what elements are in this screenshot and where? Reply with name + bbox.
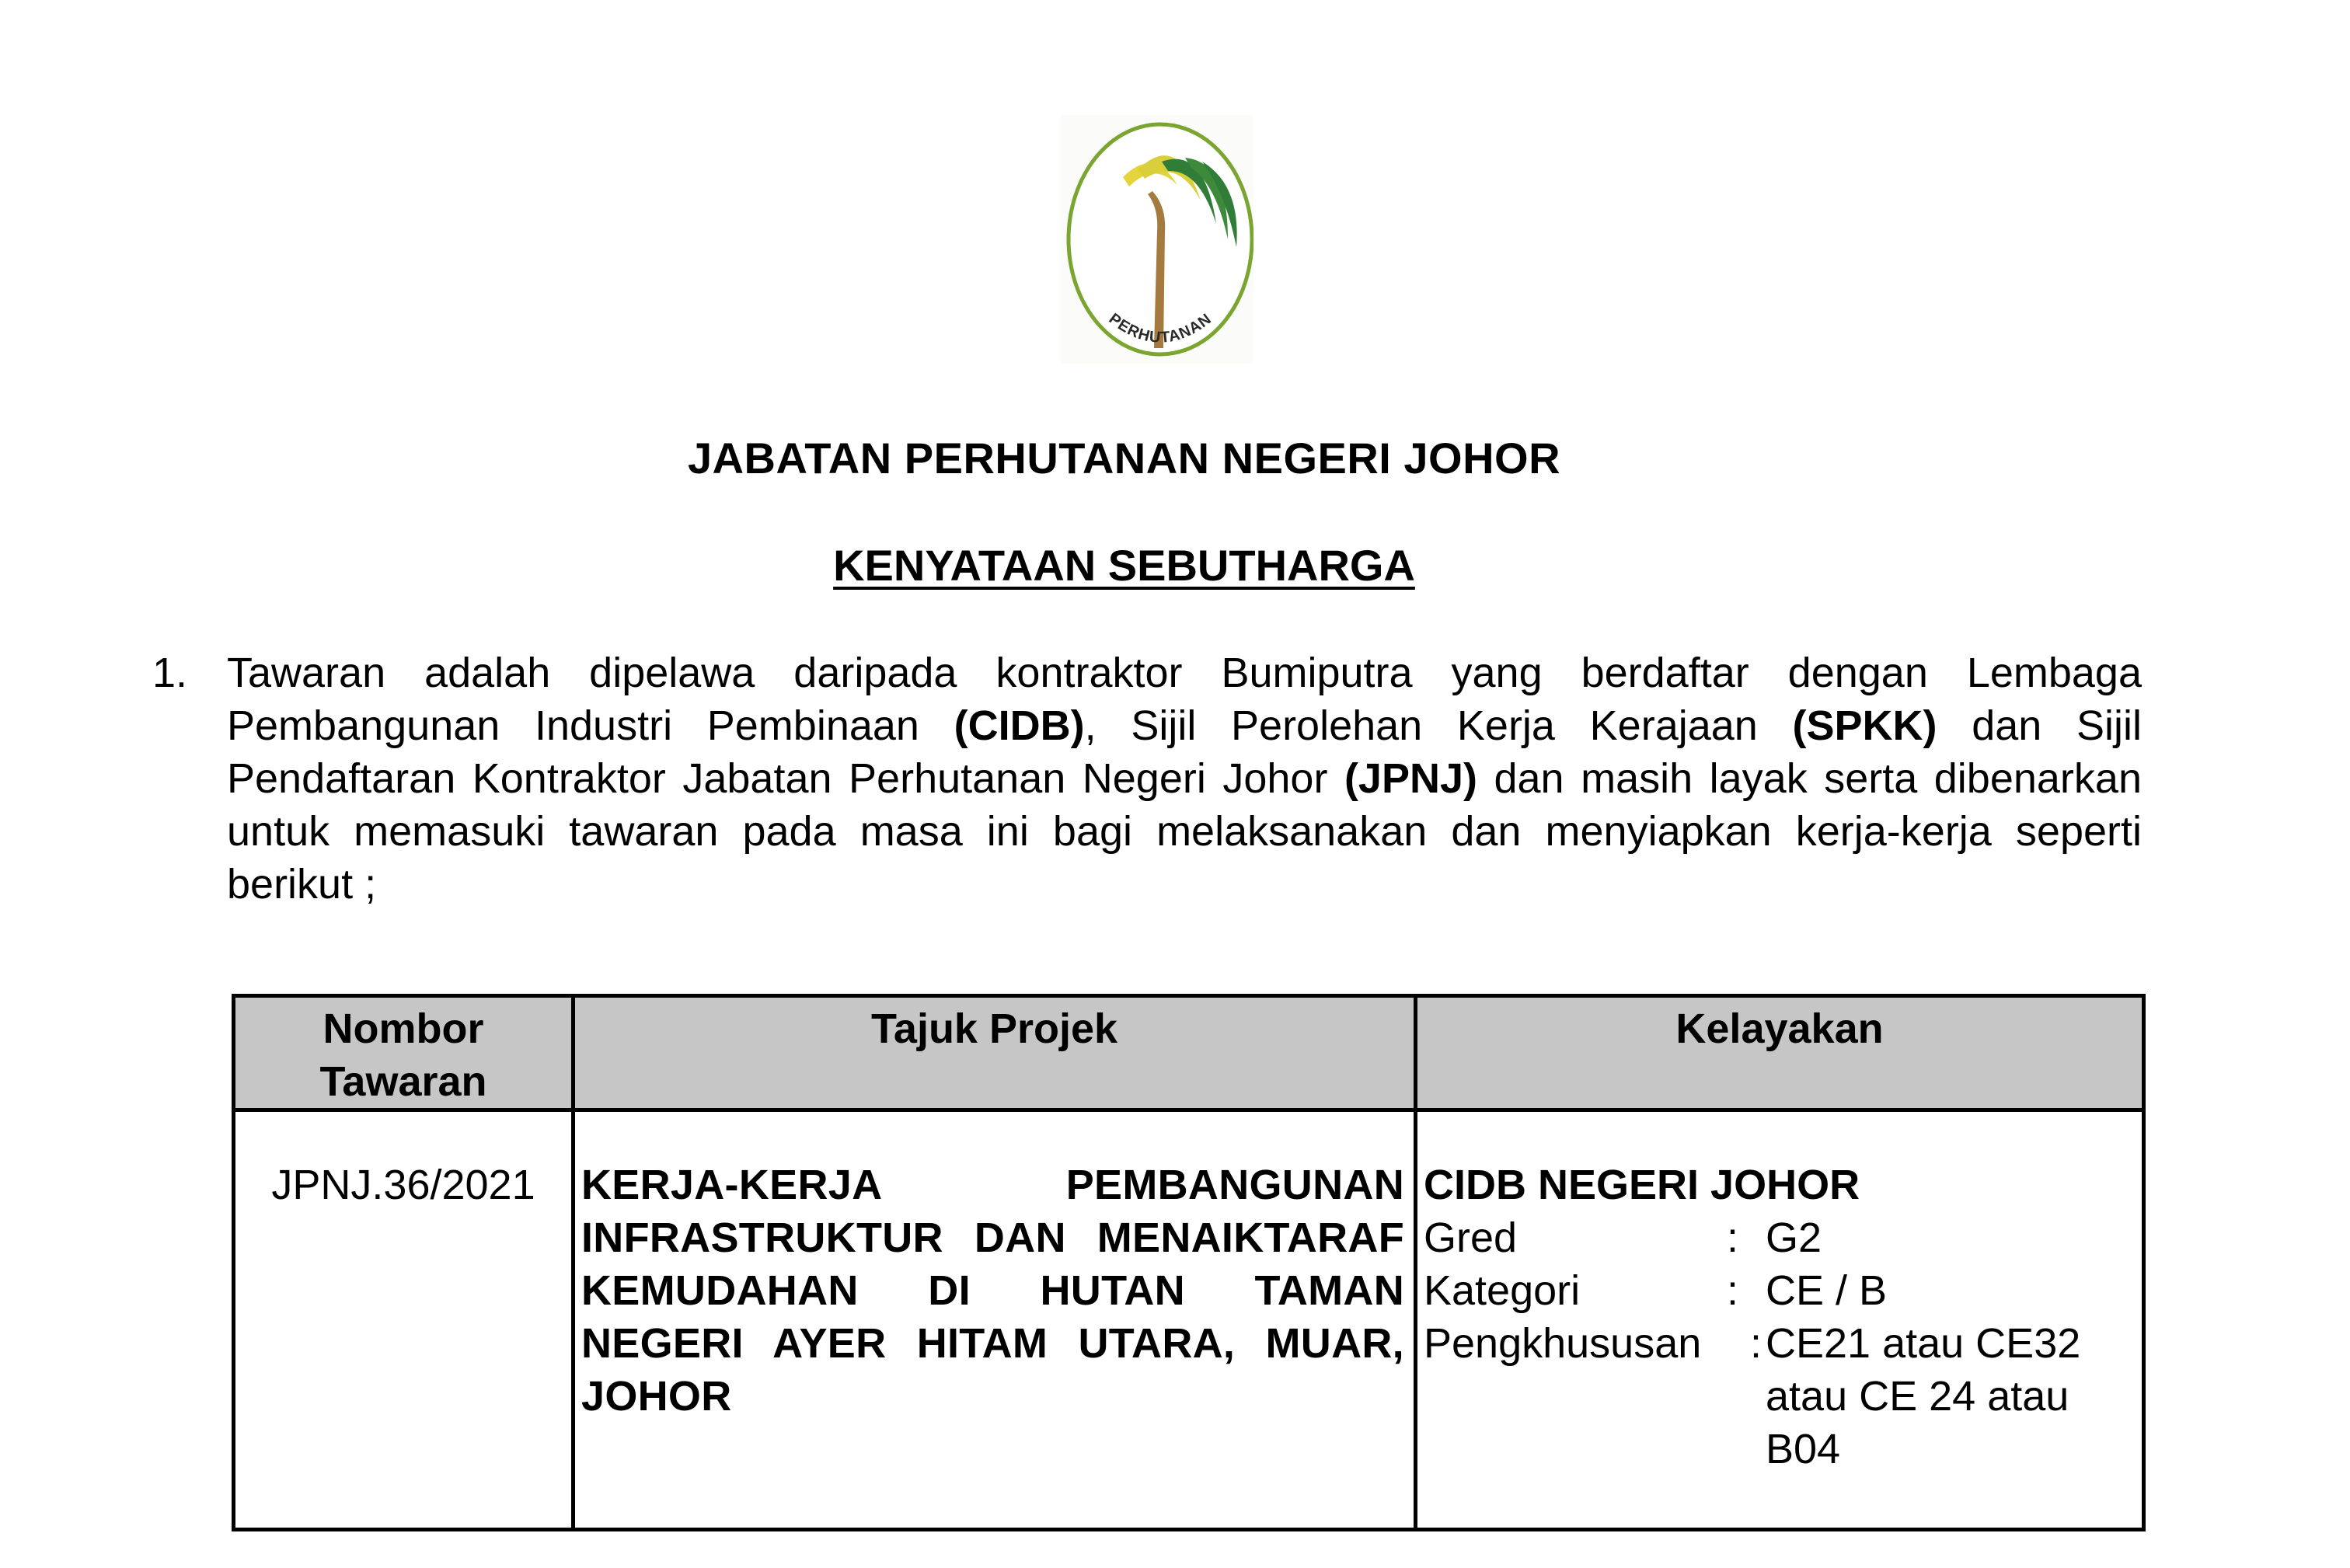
eligibility-grade — [1424, 1211, 2134, 1264]
table-header-row — [234, 996, 2144, 1110]
header-project-title: Tajuk Projek — [574, 996, 1416, 1110]
paragraph-segment: dan masih layak serta dibenarkan untuk memasuki tawaran pada masa ini bagi melaksanakan dan menyiapkan kerja-kerja seperti berikut ; — [227, 755, 2142, 908]
colon: : — [1727, 1267, 1739, 1314]
paragraph-segment: , Sijil Perolehan Kerja Kerajaan — [1084, 702, 1793, 749]
paragraph-segment-spkk: (SPKK) — [1792, 702, 1937, 749]
perhutanan-logo-icon — [1061, 115, 1253, 364]
paragraph-segment: dan Sijil Pendaftaran Kontraktor Jabatan Perhutanan Negeri Johor — [227, 702, 2143, 802]
grade-value: G2 — [1766, 1214, 1822, 1261]
document-title — [0, 538, 2248, 593]
invitation-paragraph — [152, 646, 2142, 911]
paragraph-text — [227, 646, 2142, 911]
eligibility-specialization — [1424, 1317, 2134, 1476]
perhutanan-logo — [1061, 115, 1253, 364]
eligibility-category — [1424, 1264, 2134, 1317]
tender-table — [232, 994, 2146, 1531]
paragraph-segment-cidb: (CIDB) — [954, 702, 1085, 749]
colon: : — [1727, 1214, 1739, 1261]
specialization-value: CE21 atau CE32 atau CE 24 atau B04 — [1766, 1320, 2081, 1472]
grade-label: Gred — [1424, 1214, 1518, 1261]
colon: : — [1750, 1320, 1762, 1367]
project-title-cell: KERJA-KERJA PEMBANGUNAN INFRASTRUKTUR DAN MENAIKTARAF KEMUDAHAN DI HUTAN TAMAN NEGERI AYER HITAM UTARA, MUAR, JOHOR — [574, 1110, 1416, 1530]
table-row — [234, 1110, 2144, 1530]
paragraph-segment: Tawaran adalah dipelawa daripada kontraktor Bumiputra yang berdaftar dengan Lembaga Pembangunan Industri Pembinaan — [227, 650, 2142, 749]
header-eligibility: Kelayakan — [1416, 996, 2144, 1110]
header-tender-number — [234, 996, 574, 1110]
specialization-label: Pengkhususan — [1424, 1320, 1702, 1367]
category-label: Kategori — [1424, 1267, 1581, 1314]
category-value: CE / B — [1766, 1267, 1888, 1314]
logo-text: PERHUTANAN — [1105, 310, 1215, 347]
organization-title: JABATAN PERHUTANAN NEGERI JOHOR — [687, 434, 1561, 483]
eligibility-heading: CIDB NEGERI JOHOR — [1424, 1162, 1860, 1208]
header-tender-number-line1: Nombor — [323, 1005, 484, 1052]
eligibility-cell — [1416, 1110, 2144, 1530]
tender-number-cell: JPNJ.36/2021 — [234, 1110, 574, 1530]
header-tender-number-line2: Tawaran — [319, 1058, 487, 1105]
paragraph-number: 1. — [152, 650, 188, 696]
document-title-text: KENYATAAN SEBUTHARGA — [833, 541, 1415, 590]
paragraph-segment-jpnj: (JPNJ) — [1344, 755, 1477, 802]
